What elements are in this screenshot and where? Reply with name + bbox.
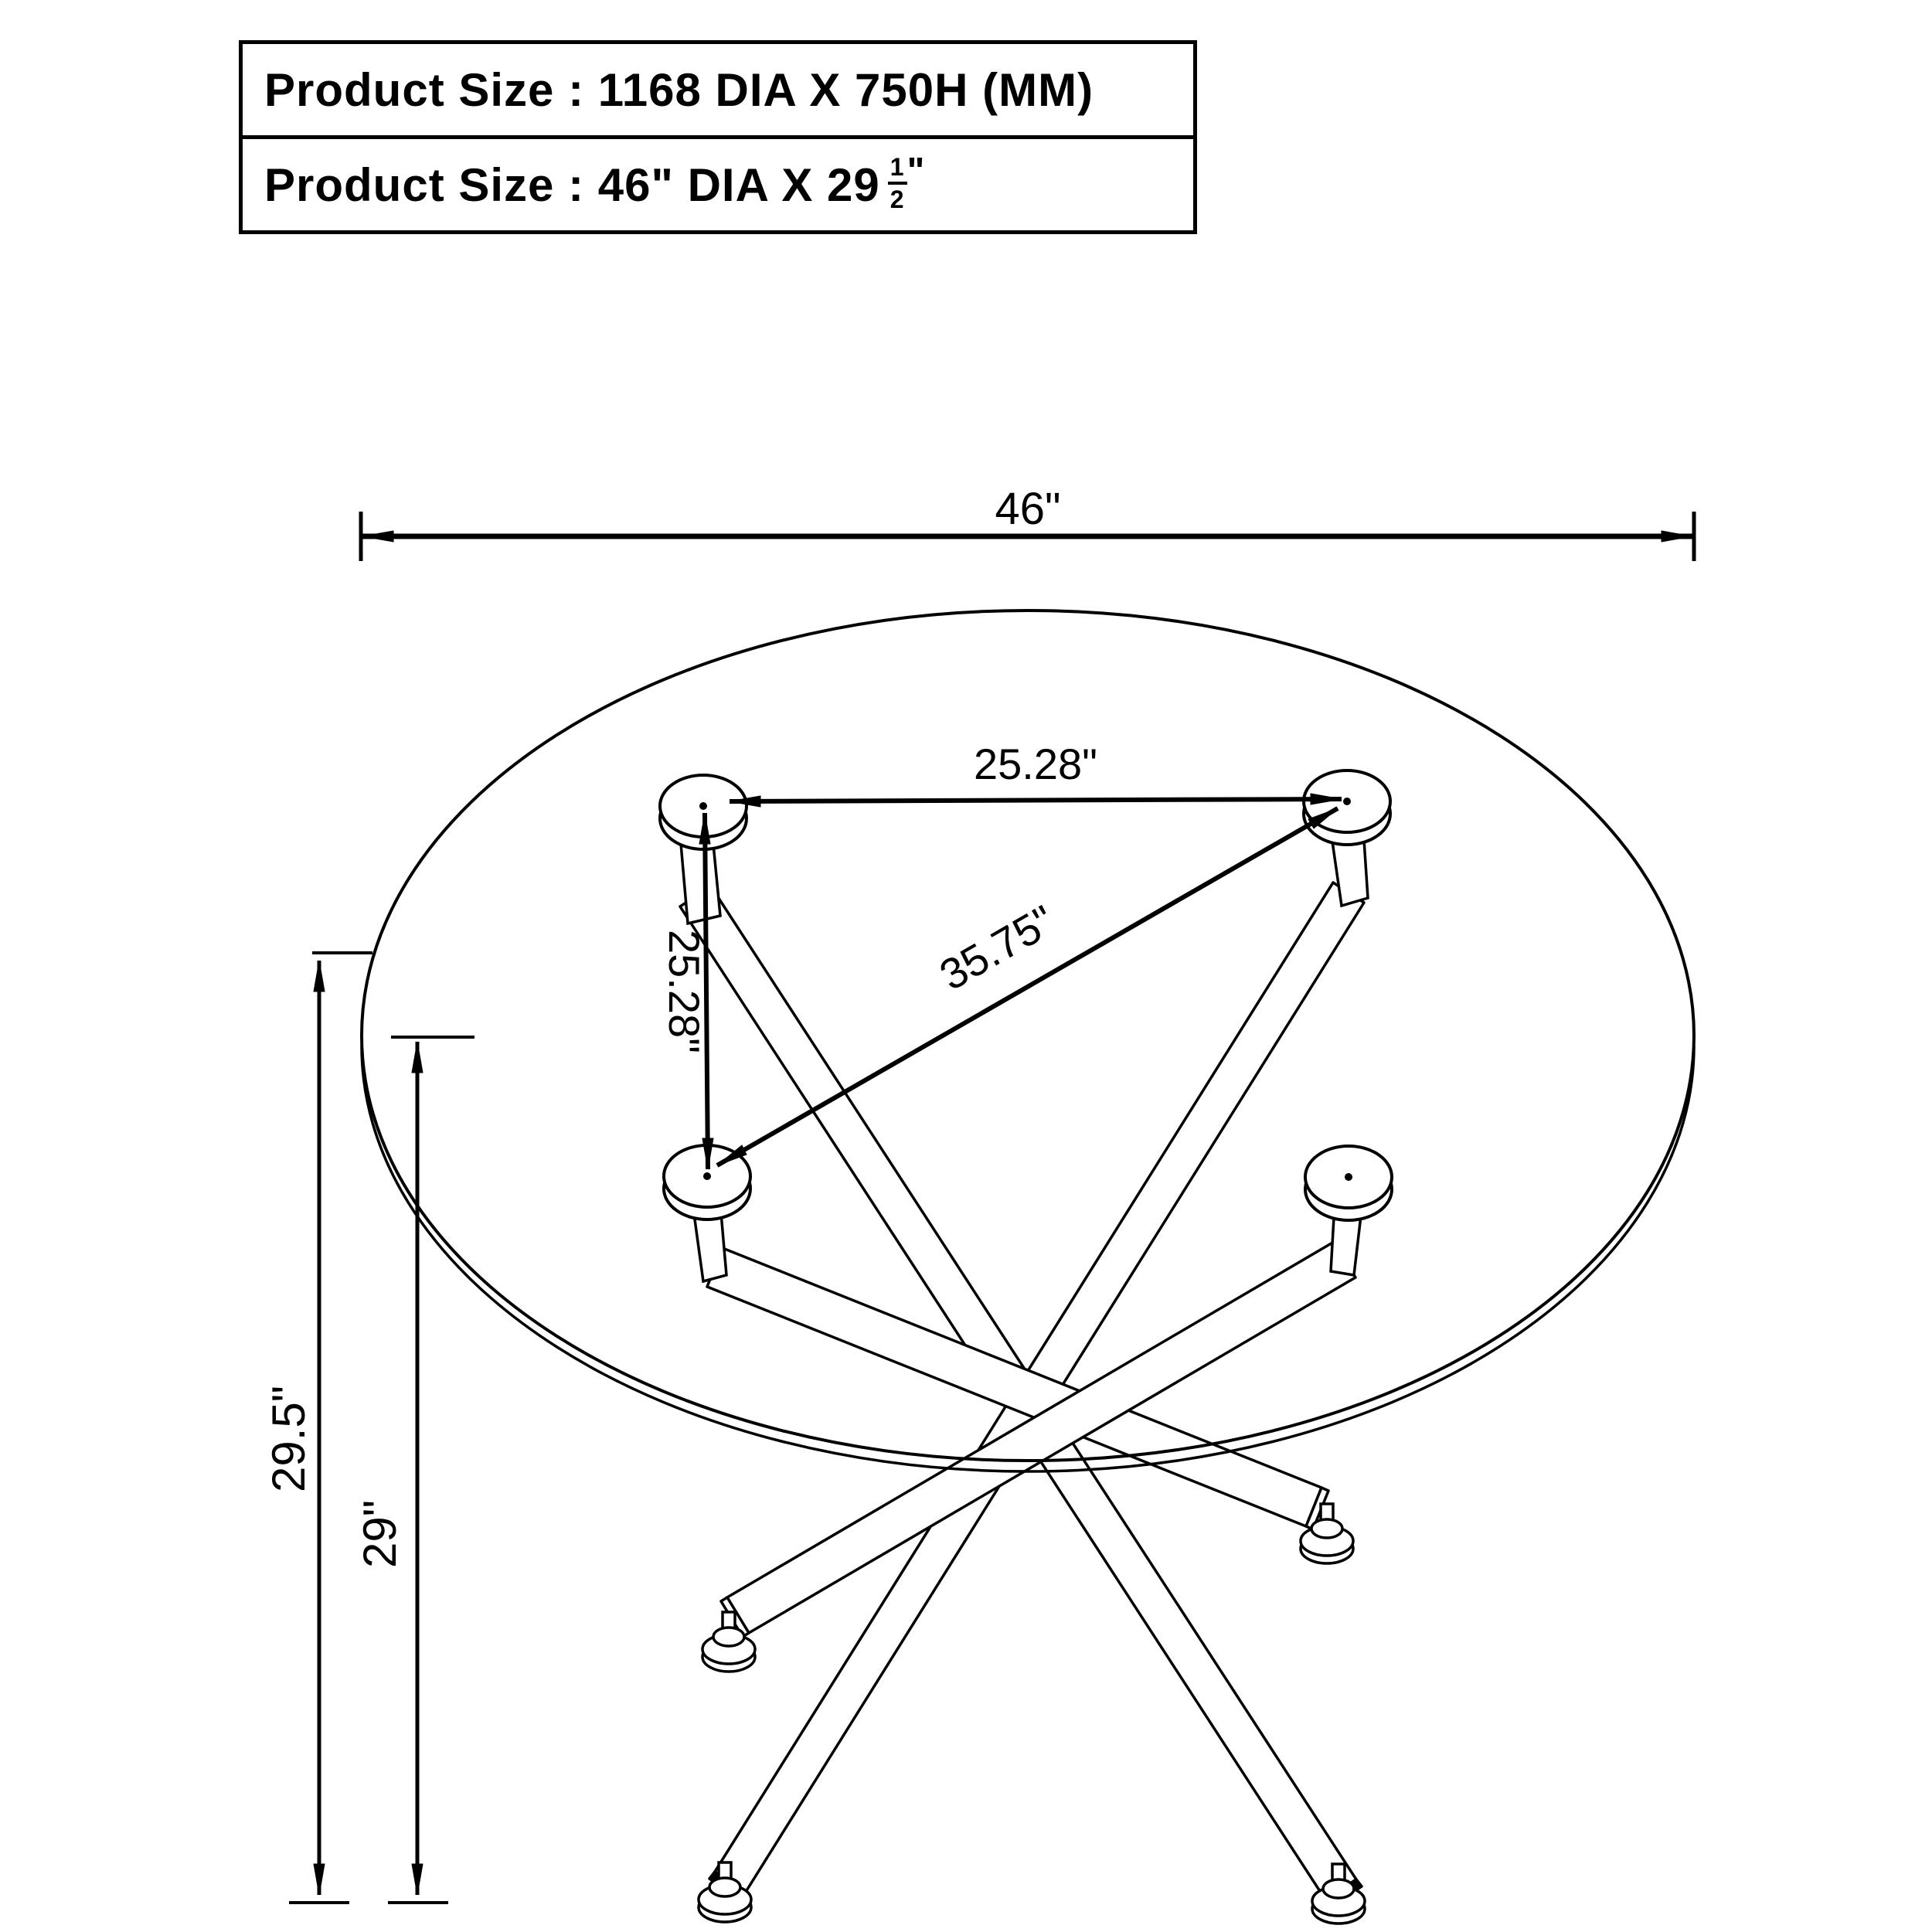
mount-disc-bottom-right	[1305, 1146, 1392, 1220]
dimension-labels	[263, 484, 1097, 1568]
mount-center-dot	[704, 1173, 711, 1180]
dim-leg-span-diagonal	[717, 808, 1338, 1165]
dim-frame-height	[388, 1037, 474, 1903]
table-legs	[680, 883, 1364, 1906]
spec-text-inch-prefix: Product Size : 46" DIA X 29	[264, 158, 880, 211]
dim-leg-span-horizontal	[730, 794, 1342, 807]
dim-label-frame-height: 29"	[354, 1499, 406, 1569]
leg-rear-right	[707, 1248, 1321, 1526]
dim-label-overall-height: 29.5"	[263, 1385, 315, 1493]
glass-top-outline	[362, 611, 1694, 1461]
mount-disc-top-right	[1304, 770, 1390, 845]
fraction-denominator: 2	[889, 185, 905, 213]
mount-center-dot	[1345, 1174, 1352, 1181]
dim-label-leg-span-diagonal: 35.75"	[931, 895, 1063, 1000]
mount-center-dot	[700, 803, 707, 810]
fraction-numerator: 1	[888, 155, 907, 185]
dim-label-leg-span-horizontal: 25.28"	[973, 740, 1098, 788]
dim-label-top-diameter: 46"	[995, 484, 1061, 534]
dimension-lines	[289, 512, 1694, 1903]
spec-text-inch-suffix: "	[906, 150, 926, 192]
dim-label-leg-span-vertical: 25.28"	[660, 929, 709, 1054]
spec-text-mm: Product Size : 1168 DIA X 750H (MM)	[264, 63, 1094, 116]
mount-center-dot	[1344, 798, 1351, 805]
